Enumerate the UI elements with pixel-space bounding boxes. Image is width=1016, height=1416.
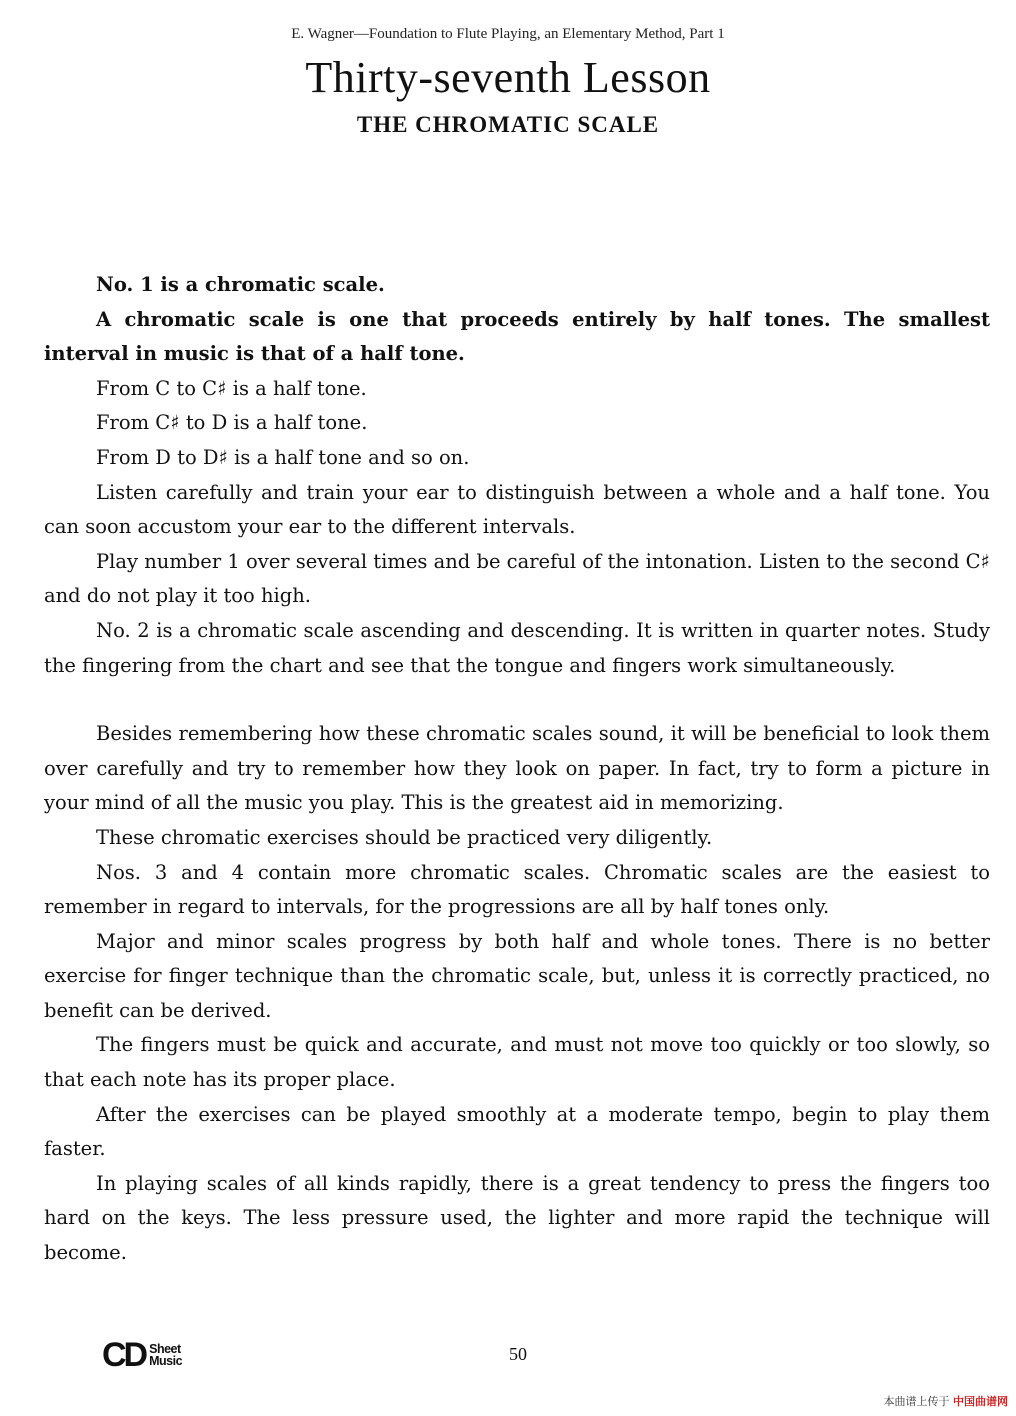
logo-mark: CD — [102, 1336, 146, 1374]
lesson-title: Thirty-seventh Lesson — [305, 53, 711, 102]
page-number: 50 — [509, 1344, 527, 1364]
paragraph: The fingers must be quick and accurate, and must not move too quickly or too slowly, so that each note has its proper place. — [44, 1033, 990, 1092]
logo-sheet: Sheet — [149, 1342, 181, 1356]
running-header: E. Wagner—Foundation to Flute Playing, an Elementary Method, Part 1 — [291, 26, 725, 42]
watermark — [884, 1393, 1009, 1409]
paragraph: A chromatic scale is one that proceeds entirely by half tones. The smallest interval in music is that of a half tone. — [44, 307, 990, 366]
lesson-subtitle: THE CHROMATIC SCALE — [356, 112, 660, 137]
lesson-body — [44, 268, 990, 1271]
paragraph: From C♯ to D is a half tone. — [96, 411, 368, 435]
paragraph: Play number 1 over several times and be careful of the intonation. Listen to the second C♯ and do not play it too high. — [44, 549, 990, 608]
paragraph: Major and minor scales progress by both half and whole tones. There is no better exercise for finger technique than the chromatic scale, but, unless it is correctly practiced, no benefit can be derived. — [44, 929, 990, 1022]
paragraph: No. 2 is a chromatic scale ascending and descending. It is written in quarter notes. Study the fingering from the chart and see that the tongue and fingers work simultaneously. — [44, 618, 990, 677]
watermark-brand: 中国曲谱网 — [953, 1395, 1008, 1408]
paragraph: From C to C♯ is a half tone. — [96, 376, 367, 400]
paragraph: After the exercises can be played smoothly at a moderate tempo, begin to play them faster. — [44, 1102, 990, 1161]
paragraph: Besides remembering how these chromatic scales sound, it will be beneficial to look them over carefully and try to remember how they look on paper. In fact, try to form a picture in your mind of all the music you play. This is the greatest aid in memorizing. — [44, 722, 990, 815]
paragraph: From D to D♯ is a half tone and so on. — [96, 445, 470, 469]
paragraph: These chromatic exercises should be practiced very diligently. — [96, 825, 713, 849]
paragraph: No. 1 is a chromatic scale. — [96, 273, 385, 296]
watermark-prefix: 本曲谱上传于 — [883, 1395, 950, 1408]
logo-music: Music — [149, 1354, 183, 1368]
paragraph: In playing scales of all kinds rapidly, there is a great tendency to press the fingers too hard on the keys. The less pressure used, the lighter and more rapid the technique will become. — [44, 1171, 990, 1265]
paragraph: Nos. 3 and 4 contain more chromatic scales. Chromatic scales are the easiest to remember in regard to intervals, for the progressions are all by half tones only. — [44, 860, 990, 919]
paragraph: Listen carefully and train your ear to distinguish between a whole and a half tone. You can soon accustom your ear to the different intervals. — [44, 480, 990, 539]
